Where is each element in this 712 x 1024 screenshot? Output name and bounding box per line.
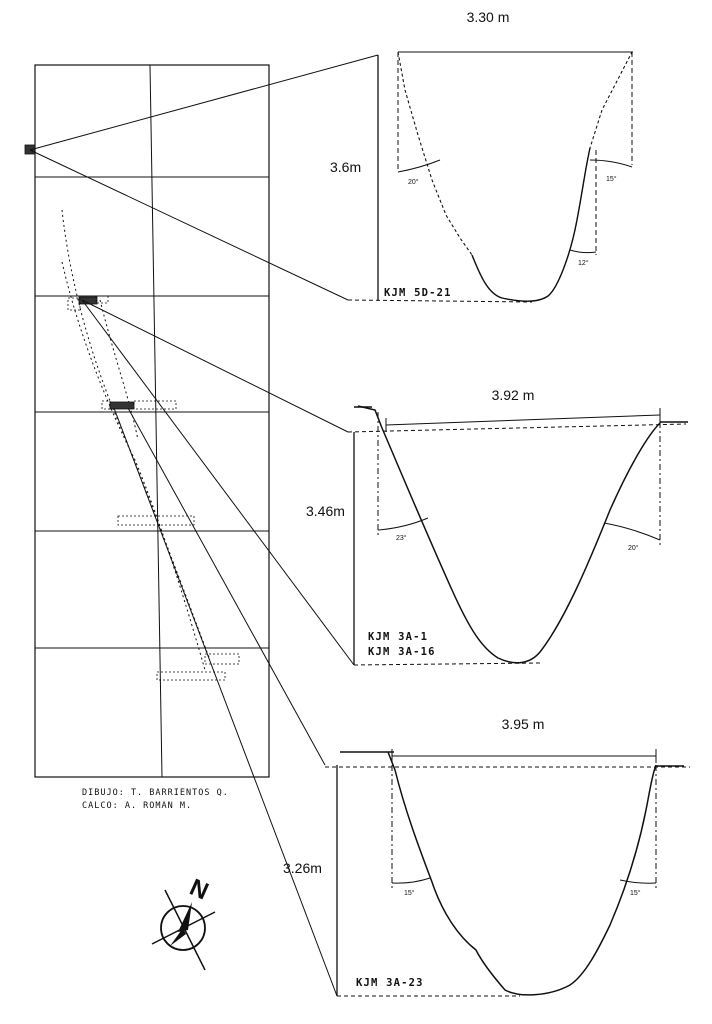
profile-code-label: KJM 3A-16: [368, 646, 436, 658]
connector-lines: [30, 55, 378, 996]
excavation-unit: [134, 401, 176, 409]
angle-label: 15°: [404, 890, 415, 897]
connector-line: [30, 150, 348, 300]
section-profile-solid: [388, 752, 656, 995]
credit-drawing: DIBUJO: T. BARRIENTOS Q.: [82, 788, 229, 798]
angle-label: 15°: [606, 176, 617, 183]
site-plan: [25, 65, 269, 777]
trench-trace: [100, 300, 138, 440]
angle-arc: [392, 878, 430, 883]
north-arrow: [152, 874, 215, 970]
connector-line: [82, 300, 354, 665]
profile-height-label: 3.6m: [330, 159, 362, 175]
section-profile-outline: [398, 52, 632, 301]
credits: [82, 788, 229, 811]
profile-code-label: KJM 5D-21: [384, 287, 452, 299]
angle-label: 12°: [578, 260, 589, 267]
profile-datum-dashed: [348, 424, 686, 432]
profile-height-label: 3.26m: [283, 860, 322, 876]
angle-arc: [398, 160, 440, 172]
profile-width-label: 3.92 m: [491, 387, 535, 403]
angle-label: 20°: [408, 179, 419, 186]
trench-trace: [62, 262, 205, 670]
profile-base-line: [348, 300, 532, 302]
profile-middle: [306, 387, 688, 665]
angle-label: 20°: [628, 545, 639, 552]
profile-width-label: 3.30 m: [466, 9, 510, 25]
profile-code-label: KJM 3A-1: [368, 631, 429, 643]
trench-trace: [62, 210, 210, 660]
excavation-unit: [96, 296, 108, 303]
plan-center-line: [150, 65, 162, 777]
credit-tracing: CALCO: A. ROMAN M.: [82, 801, 193, 811]
angle-label: 23°: [396, 535, 407, 542]
profile-height-label: 3.46m: [306, 503, 345, 519]
connector-line: [30, 55, 378, 150]
angle-label: 15°: [630, 890, 641, 897]
profile-code-label: KJM 3A-23: [356, 977, 424, 989]
section-profile-solid: [472, 148, 590, 301]
compass-north-label: N: [185, 873, 213, 906]
connector-line: [114, 408, 337, 996]
profile-width-label: 3.95 m: [501, 716, 545, 732]
angle-arc: [620, 880, 656, 883]
width-dimension-line: [386, 415, 660, 425]
profile-base-line: [354, 663, 540, 665]
angle-arc: [604, 523, 660, 540]
angle-arc: [570, 250, 596, 253]
profile-bottom: [283, 716, 690, 996]
excavation-unit-hatched: [110, 402, 134, 409]
profile-top: [330, 9, 633, 302]
excavation-unit: [102, 401, 110, 409]
